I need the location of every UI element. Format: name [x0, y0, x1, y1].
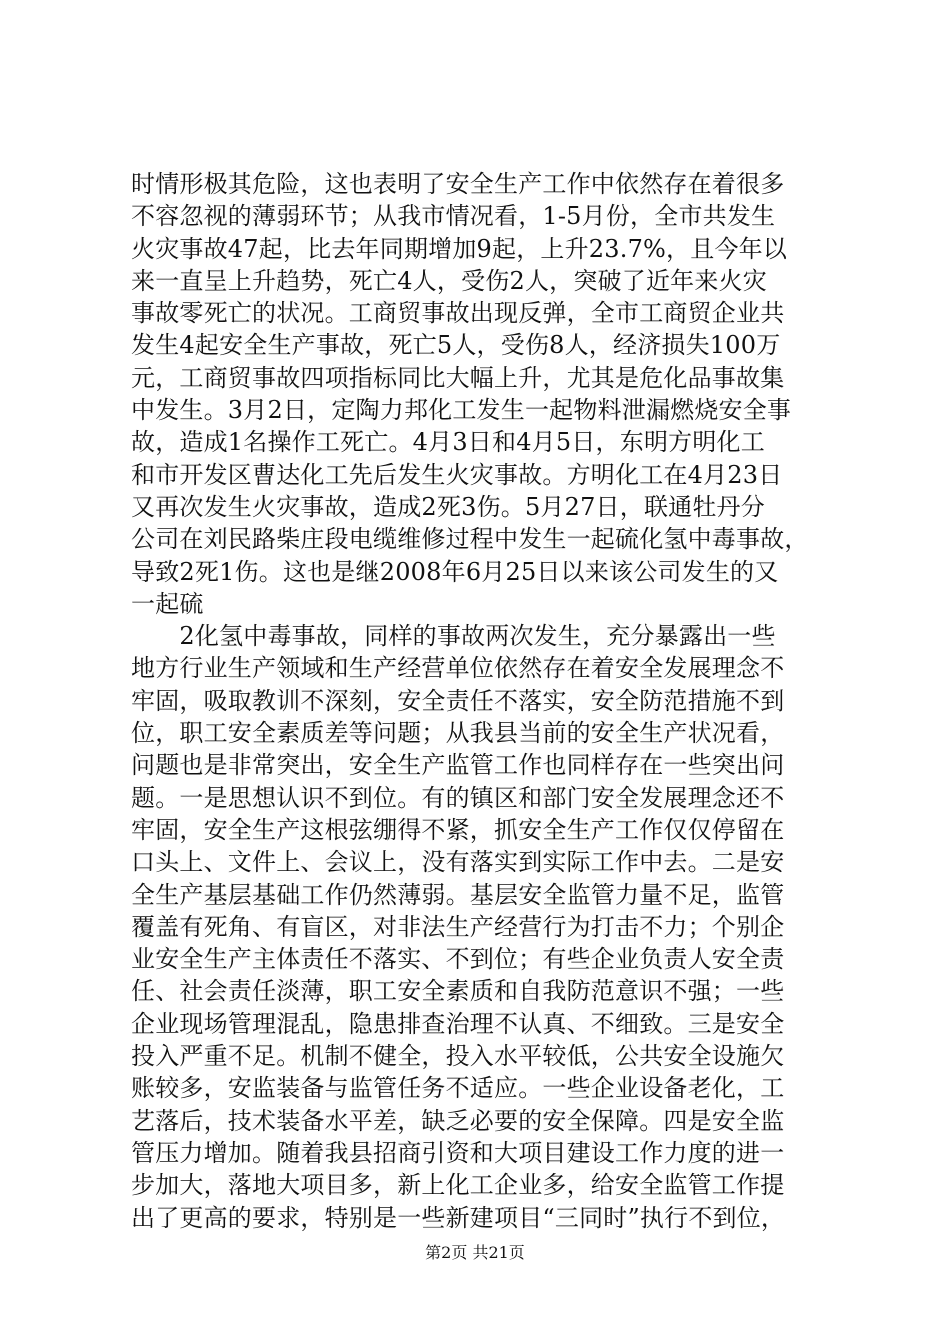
- page-number-footer: 第2页 共21页: [425, 1243, 525, 1262]
- text-line: 牢固，吸取教训不深刻，安全责任不落实，安全防范措施不到: [131, 686, 785, 715]
- text-line: 来一直呈上升趋势，死亡4人，受伤2人，突破了近年来火灾: [131, 266, 767, 295]
- text-line: 企业现场管理混乱，隐患排查治理不认真、不细致。三是安全: [131, 1009, 785, 1038]
- text-line: 位，职工安全素质差等问题；从我县当前的安全生产状况看，: [131, 719, 785, 748]
- text-line: 地方行业生产领域和生产经营单位依然存在着安全发展理念不: [131, 654, 785, 683]
- text-line: 牢固，安全生产这根弦绷得不紧，抓安全生产工作仅仅停留在: [131, 815, 785, 844]
- text-line: 口头上、文件上、会议上，没有落实到实际工作中去。二是安: [131, 848, 785, 877]
- text-line: 火灾事故47起，比去年同期增加9起，上升23.7%，且今年以: [131, 234, 788, 263]
- text-line: 事故零死亡的状况。工商贸事故出现反弹，全市工商贸企业共: [131, 299, 785, 328]
- text-line: 业安全生产主体责任不落实、不到位；有些企业负责人安全责: [131, 945, 785, 974]
- text-line: 艺落后，技术装备水平差，缺乏必要的安全保障。四是安全监: [131, 1106, 785, 1135]
- text-line: 出了更高的要求，特别是一些新建项目“三同时”执行不到位，: [131, 1203, 786, 1232]
- text-line: 题。一是思想认识不到位。有的镇区和部门安全发展理念还不: [131, 783, 785, 812]
- text-line: 发生4起安全生产事故，死亡5人，受伤8人，经济损失100万: [131, 331, 781, 360]
- text-line: 故，造成1名操作工死亡。4月3日和4月5日，东明方明化工: [131, 428, 765, 457]
- text-line: 元，工商贸事故四项指标同比大幅上升，尤其是危化品事故集: [131, 363, 785, 392]
- text-line: 公司在刘民路柴庄段电缆维修过程中发生一起硫化氢中毒事故，: [131, 525, 809, 554]
- text-line: 不容忽视的薄弱环节；从我市情况看，1-5月份，全市共发生: [131, 202, 776, 231]
- text-line: 导致2死1伤。这也是继2008年6月25日以来该公司发生的又: [131, 557, 779, 586]
- text-line: 投入严重不足。机制不健全，投入水平较低，公共安全设施欠: [131, 1042, 785, 1071]
- text-line: 中发生。3月2日，定陶力邦化工发生一起物料泄漏燃烧安全事: [131, 396, 792, 425]
- text-line: 覆盖有死角、有盲区，对非法生产经营行为打击不力；个别企: [131, 912, 785, 941]
- text-line: 全生产基层基础工作仍然薄弱。基层安全监管力量不足，监管: [131, 880, 785, 909]
- text-line: 任、社会责任淡薄，职工安全素质和自我防范意识不强；一些: [131, 977, 785, 1006]
- text-line: 时情形极其危险，这也表明了安全生产工作中依然存在着很多: [131, 170, 785, 198]
- text-line: 管压力增加。随着我县招商引资和大项目建设工作力度的进一: [131, 1138, 785, 1167]
- body-text: [131, 168, 823, 1234]
- text-line: 和市开发区曹达化工先后发生火灾事故。方明化工在4月23日: [131, 460, 783, 489]
- text-line: 2化氢中毒事故，同样的事故两次发生，充分暴露出一些: [131, 622, 776, 651]
- text-line: 又再次发生火灾事故，造成2死3伤。5月27日，联通牡丹分: [131, 492, 765, 521]
- text-line: 问题也是非常突出，安全生产监管工作也同样存在一些突出问: [131, 751, 785, 780]
- text-line: 一起硫: [131, 589, 204, 618]
- text-line: 账较多，安监装备与监管任务不适应。一些企业设备老化，工: [131, 1074, 785, 1103]
- text-line: 步加大，落地大项目多，新上化工企业多，给安全监管工作提: [131, 1171, 785, 1200]
